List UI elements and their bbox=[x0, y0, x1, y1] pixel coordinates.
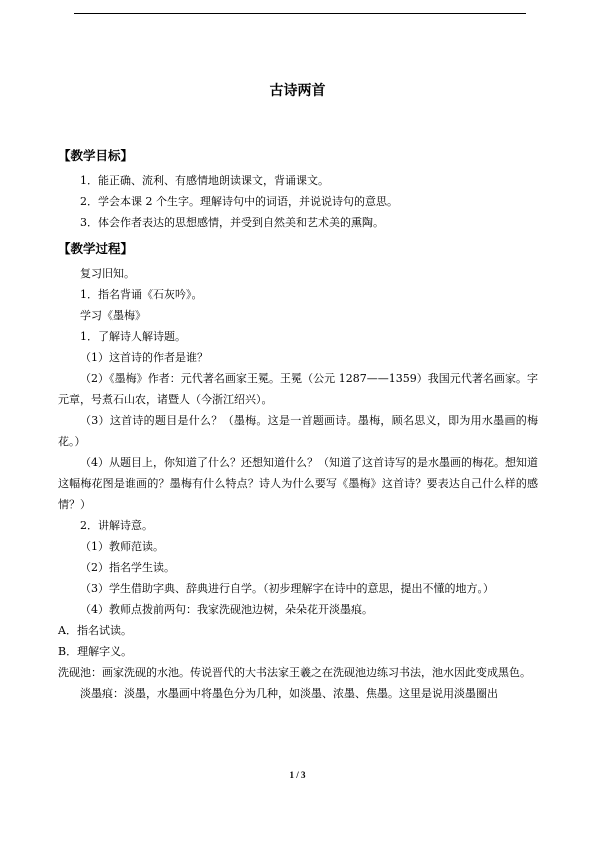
header-rule bbox=[74, 13, 526, 14]
goals-list bbox=[58, 170, 538, 233]
page-number: 1 / 3 bbox=[289, 770, 306, 780]
process-paragraph: 复习旧知。 bbox=[80, 267, 135, 280]
document-body bbox=[58, 140, 538, 704]
process-paragraph: （2）《墨梅》作者：元代著名画家王冕。王冕（公元 1287——1359）我国元代著名画家。字元章，号煮石山农，诸暨人（今浙江绍兴）。 bbox=[58, 372, 538, 406]
process-paragraph: 1．指名背诵《石灰吟》。 bbox=[80, 288, 203, 301]
process-paragraph: 1．了解诗人解诗题。 bbox=[80, 330, 186, 343]
process-paragraph: 洗砚池：画家洗砚的水池。传说晋代的大书法家王羲之在洗砚池边练习书法，池水因此变成黑色。 bbox=[58, 666, 531, 679]
process-paragraph: B．理解字义。 bbox=[58, 645, 133, 658]
process-paragraph: （4）教师点拨前两句：我家洗砚池边树，朵朵花开淡墨痕。 bbox=[80, 603, 373, 616]
process-paragraph: （2）指名学生读。 bbox=[80, 561, 175, 574]
section-heading-goals: 【教学目标】 bbox=[58, 148, 134, 163]
section-heading-process: 【教学过程】 bbox=[58, 241, 134, 256]
process-paragraph: A．指名试读。 bbox=[58, 624, 132, 637]
process-paragraph: 学习《墨梅》 bbox=[80, 309, 146, 322]
process-paragraph: （1）教师范读。 bbox=[80, 540, 164, 553]
goal-item: 3．体会作者表达的思想感情，并受到自然美和艺术美的熏陶。 bbox=[80, 216, 384, 229]
process-paragraph: （3）这首诗的题目是什么？（墨梅。这是一首题画诗。墨梅，顾名思义，即为用水墨画的梅花。） bbox=[58, 414, 538, 448]
process-list bbox=[58, 263, 538, 704]
goal-item: 2．学会本课 2 个生字。理解诗句中的词语，并说说诗句的意思。 bbox=[80, 195, 398, 208]
goal-item: 1．能正确、流利、有感情地朗读课文，背诵课文。 bbox=[80, 174, 329, 187]
process-paragraph: （1）这首诗的作者是谁？ bbox=[80, 351, 208, 364]
process-paragraph: （3）学生借助字典、辞典进行自学。（初步理解字在诗中的意思，提出不懂的地方。） bbox=[80, 582, 494, 595]
page-title: 古诗两首 bbox=[269, 83, 326, 99]
process-paragraph: （4）从题目上，你知道了什么？还想知道什么？（知道了这首诗写的是水墨画的梅花。想知道这幅梅花图是谁画的？墨梅有什么特点？诗人为什么要写《墨梅》这首诗？要表达自己什么样的感情？） bbox=[58, 456, 538, 511]
process-paragraph: 2．讲解诗意。 bbox=[80, 519, 153, 532]
process-paragraph: 淡墨痕：淡墨，水墨画中将墨色分为几种，如淡墨、浓墨、焦墨。这里是说用淡墨圈出 bbox=[80, 687, 498, 700]
